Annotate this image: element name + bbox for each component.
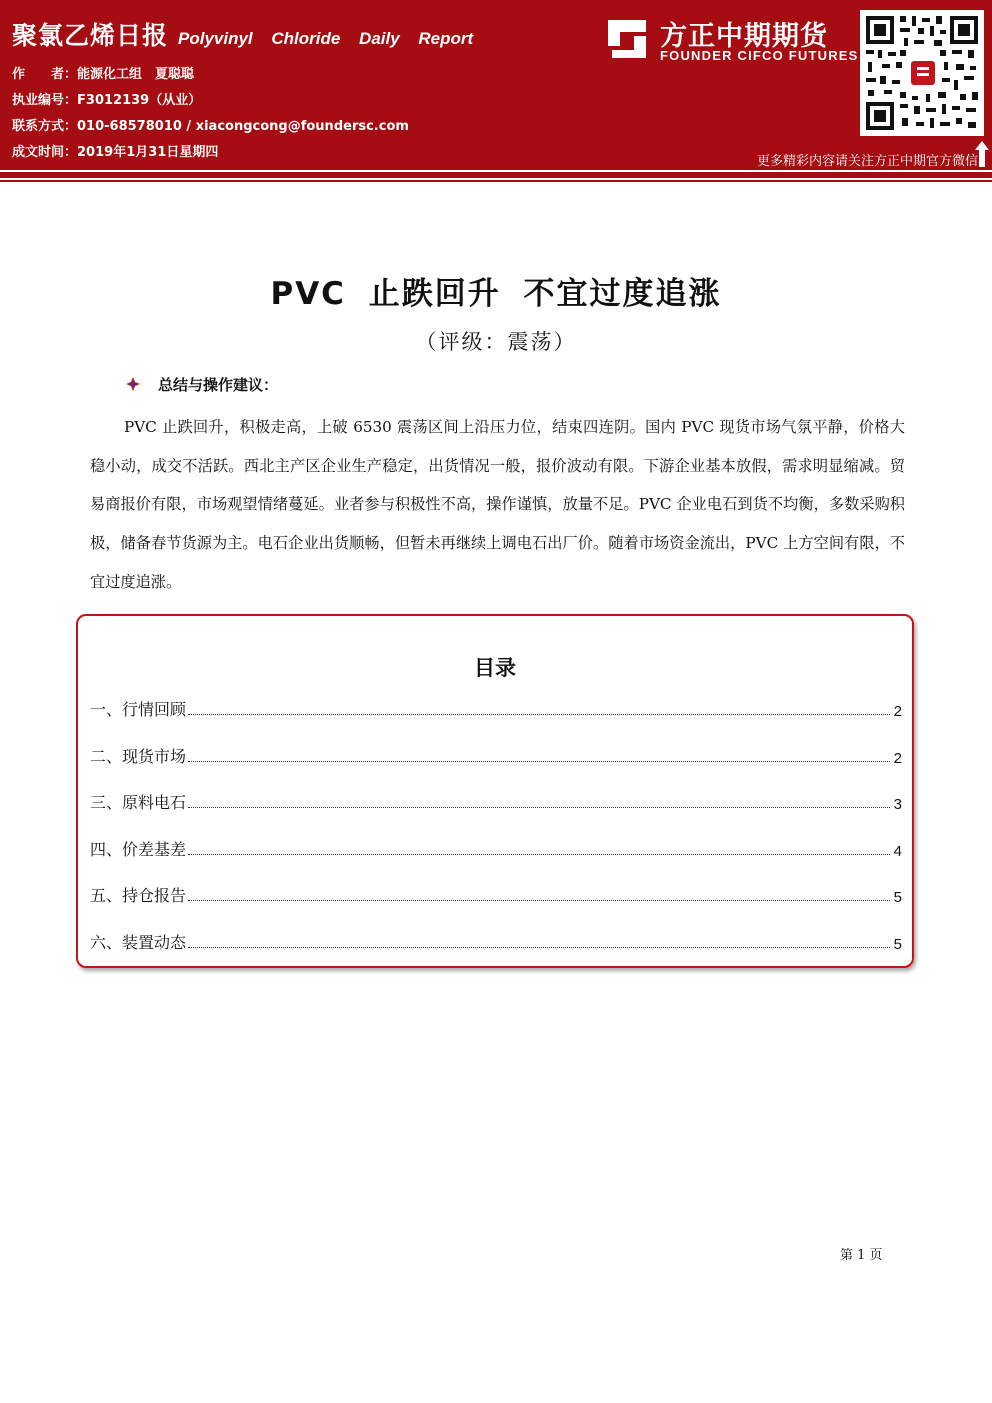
- toc-leader-dots: [188, 807, 890, 808]
- contact-value: 010-68578010 / xiacongcong@foundersc.com: [77, 119, 409, 134]
- license-line: [12, 89, 201, 108]
- toc-leader-dots: [188, 714, 890, 715]
- follow-wechat-note: 更多精彩内容请关注方正中期官方微信: [756, 154, 978, 169]
- toc-item-spread-basis[interactable]: [90, 836, 902, 860]
- arrow-up-icon: [974, 140, 990, 168]
- license-label: 执业编号：: [12, 93, 78, 108]
- toc-item-page: 2: [893, 750, 902, 767]
- author-value: 能源化工组 夏聪聪: [77, 67, 195, 82]
- page-number: 第 1 页: [840, 1248, 883, 1263]
- toc-item-label: 二、现货市场: [90, 747, 187, 766]
- date-value: 2019年1月31日星期四: [77, 145, 219, 160]
- brand-name-cn: 方正中期期货: [660, 21, 828, 52]
- toc-item-page: 2: [893, 703, 902, 720]
- diamond-bullet-icon: [126, 377, 140, 391]
- toc-item-label: 五、持仓报告: [90, 886, 187, 905]
- toc-item-page: 4: [893, 843, 902, 860]
- summary-heading: [126, 374, 278, 395]
- summary-heading-text: 总结与操作建议：: [158, 376, 279, 394]
- toc-item-label: 一、行情回顾: [90, 700, 187, 719]
- toc-item-label: 四、价差基差: [90, 840, 187, 859]
- document-title: PVC 止跌回升 不宜过度追涨: [270, 276, 722, 312]
- wechat-qr-code[interactable]: [860, 10, 984, 136]
- toc-item-page: 5: [893, 889, 902, 906]
- header-divider: [0, 172, 992, 178]
- toc-leader-dots: [188, 854, 890, 855]
- date-line: [12, 141, 218, 160]
- toc-leader-dots: [188, 900, 890, 901]
- toc-leader-dots: [188, 761, 890, 762]
- toc-item-label: 六、装置动态: [90, 933, 187, 952]
- toc-item-market-review[interactable]: [90, 696, 902, 720]
- toc-item-position-report[interactable]: [90, 882, 902, 906]
- report-title-en: Polyvinyl Chloride Daily Report: [178, 29, 474, 48]
- brand-name-en: FOUNDER CIFCO FUTURES: [660, 48, 859, 63]
- author-label: 作 者：: [12, 67, 78, 82]
- brand-logo: [604, 16, 859, 68]
- contact-label: 联系方式：: [12, 119, 78, 134]
- report-title: [12, 16, 473, 52]
- toc-item-page: 5: [893, 936, 902, 953]
- document-rating: （评级：震荡）: [415, 330, 577, 354]
- table-of-contents: [76, 614, 914, 968]
- date-label: 成文时间：: [12, 145, 78, 160]
- toc-leader-dots: [188, 947, 890, 948]
- toc-item-plant-updates[interactable]: [90, 929, 902, 953]
- toc-title: 目录: [474, 656, 516, 680]
- toc-item-label: 三、原料电石: [90, 793, 187, 812]
- toc-item-spot-market[interactable]: [90, 743, 902, 767]
- toc-item-page: 3: [893, 796, 902, 813]
- license-value: F3012139（从业）: [77, 93, 202, 108]
- toc-item-calcium-carbide[interactable]: [90, 789, 902, 813]
- report-title-cn: 聚氯乙烯日报: [12, 21, 169, 50]
- brand-mark-icon: [604, 16, 650, 62]
- header-divider-thin: [0, 180, 992, 182]
- author-line: [12, 63, 194, 82]
- summary-paragraph: PVC 止跌回升，积极走高，上破 6530 震荡区间上沿压力位，结束四连阴。国内 PVC 现货市场气氛平静，价格大稳小动，成交不活跃。西北主产区企业生产稳定，出货情况一般，报价波动有限。下游企业基本放假，需求明显缩减。贸易商报价有限，市场观望情绪蔓延。业者参与积极性不高，操作谨慎，放量不足。PVC 企业电石到货不均衡，多数采购积极，储备春节货源为主。电石企业出货顺畅，但暂未再继续上调电石出厂价。随着市场资金流出，PVC 上方空间有限，不宜过度追涨。: [90, 418, 905, 591]
- contact-line: [12, 115, 409, 134]
